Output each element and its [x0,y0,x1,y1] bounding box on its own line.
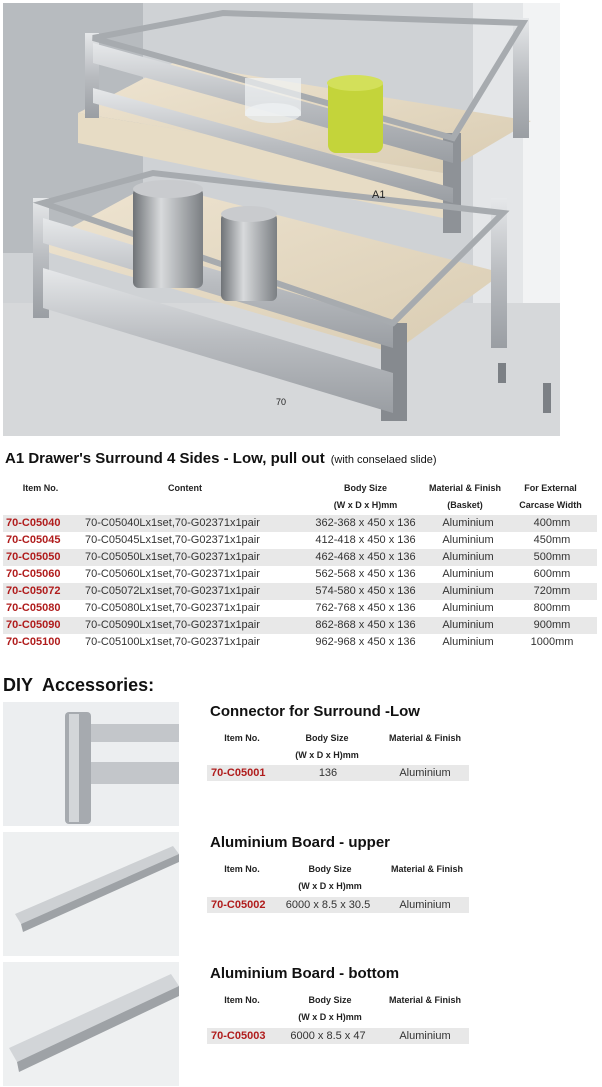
header-carcase-width [508,480,593,514]
hero-label-70: 70 [276,397,287,407]
item-code: 70-C05100 [6,636,61,648]
acc-size: 6000 x 8.5 x 47 [290,1030,366,1042]
acc-header-body-size-line2: (W x D x H)mm [295,750,359,760]
board-bottom-illustration [3,962,179,1086]
acc-header-body-size-line2: (W x D x H)mm [298,881,362,891]
table-row [3,532,597,549]
acc-material: Aluminium [399,899,451,911]
item-code: 70-C05060 [6,568,61,580]
diy-title: DIY Accessories: [3,675,155,695]
item-content: 70-C05072Lx1set,70-G02371x1pair [85,585,260,597]
item-width: 800mm [533,602,571,614]
item-material: Aluminium [442,517,494,529]
item-content: 70-C05090Lx1set,70-G02371x1pair [85,619,260,631]
item-code: 70-C05045 [6,534,61,546]
connector-illustration [3,702,179,826]
acc-code: 70-C05003 [211,1030,266,1042]
acc-header-body-size-line1: Body Size [308,864,352,874]
board-bottom-photo [3,962,179,1086]
item-content: 70-C05080Lx1set,70-G02371x1pair [85,602,260,614]
acc-size: 136 [318,767,338,779]
section-title-sub: (with conselaed slide) [330,454,437,466]
header-item-no-text: Item No. [22,483,59,493]
table-row [3,549,597,566]
item-material: Aluminium [442,619,494,631]
acc-header-item-no: Item No. [224,864,260,874]
acc-header-body-size-line2: (W x D x H)mm [298,1012,362,1022]
acc-header-item-no: Item No. [224,733,260,743]
item-width: 450mm [533,534,571,546]
header-content [100,480,270,514]
item-width: 1000mm [530,636,574,648]
item-material: Aluminium [442,551,494,563]
item-width: 400mm [533,517,571,529]
table-row [3,617,597,634]
board-upper-photo [3,832,179,956]
item-code: 70-C05050 [6,551,61,563]
item-material: Aluminium [442,534,494,546]
acc-material: Aluminium [399,767,451,779]
accessory-title: Aluminium Board - bottom [210,965,400,982]
drawer-illustration [3,3,560,436]
connector-photo [3,702,179,826]
item-size: 962-968 x 450 x 136 [315,636,416,648]
accessory-row [207,1028,469,1044]
table-row [3,583,597,600]
acc-header-body-size-line1: Body Size [308,995,352,1005]
item-material: Aluminium [442,636,494,648]
item-width: 600mm [533,568,571,580]
acc-header-body-size [290,992,370,1026]
acc-material: Aluminium [399,1030,451,1042]
header-body-size-line1: Body Size [343,483,387,493]
item-code: 70-C05090 [6,619,61,631]
table-row [3,634,597,651]
item-width: 720mm [533,585,571,597]
header-body-size-line2: (W x D x H)mm [333,500,398,510]
header-width-line1: For External [524,483,577,493]
acc-header-body-size-line1: Body Size [305,733,349,743]
hero-label-a1: A1 [372,189,386,201]
item-material: Aluminium [442,585,494,597]
item-size: 412-418 x 450 x 136 [315,534,416,546]
section-title [5,450,437,467]
acc-header-body-size [287,730,367,764]
item-material: Aluminium [442,568,494,580]
product-photo [3,3,560,436]
section-title-main: A1 Drawer's Surround 4 Sides - Low, pull out [5,450,325,467]
header-material-line2: (Basket) [447,500,483,510]
table-row [3,566,597,583]
header-material [420,480,510,514]
item-width: 500mm [533,551,571,563]
item-content: 70-C05040Lx1set,70-G02371x1pair [85,517,260,529]
header-body-size [303,480,428,514]
item-width: 900mm [533,619,571,631]
acc-header-item-no: Item No. [224,995,260,1005]
accessory-title: Aluminium Board - upper [210,834,390,851]
item-content: 70-C05045Lx1set,70-G02371x1pair [85,534,260,546]
item-content: 70-C05100Lx1set,70-G02371x1pair [85,636,260,648]
accessory-row [207,765,469,781]
acc-header-material: Material & Finish [390,864,463,874]
item-size: 574-580 x 450 x 136 [315,585,416,597]
item-size: 362-368 x 450 x 136 [315,517,416,529]
acc-header-body-size [290,861,370,895]
table-row [3,600,597,617]
acc-code: 70-C05001 [211,767,266,779]
table-row [3,515,597,532]
header-content-text: Content [168,483,202,493]
acc-header-material: Material & Finish [388,995,461,1005]
header-item-no [3,480,78,514]
item-material: Aluminium [442,602,494,614]
header-width-line2: Carcase Width [519,500,582,510]
item-size: 562-568 x 450 x 136 [315,568,416,580]
acc-code: 70-C05002 [211,899,266,911]
item-code: 70-C05080 [6,602,61,614]
accessory-row [207,897,469,913]
board-upper-illustration [3,832,179,956]
item-size: 862-868 x 450 x 136 [315,619,416,631]
item-code: 70-C05040 [6,517,61,529]
header-material-line1: Material & Finish [428,483,501,493]
item-content: 70-C05060Lx1set,70-G02371x1pair [85,568,260,580]
accessory-title: Connector for Surround -Low [210,703,420,720]
item-size: 462-468 x 450 x 136 [315,551,416,563]
item-content: 70-C05050Lx1set,70-G02371x1pair [85,551,260,563]
acc-header-material: Material & Finish [388,733,461,743]
item-size: 762-768 x 450 x 136 [315,602,416,614]
item-code: 70-C05072 [6,585,61,597]
acc-size: 6000 x 8.5 x 30.5 [285,899,371,911]
